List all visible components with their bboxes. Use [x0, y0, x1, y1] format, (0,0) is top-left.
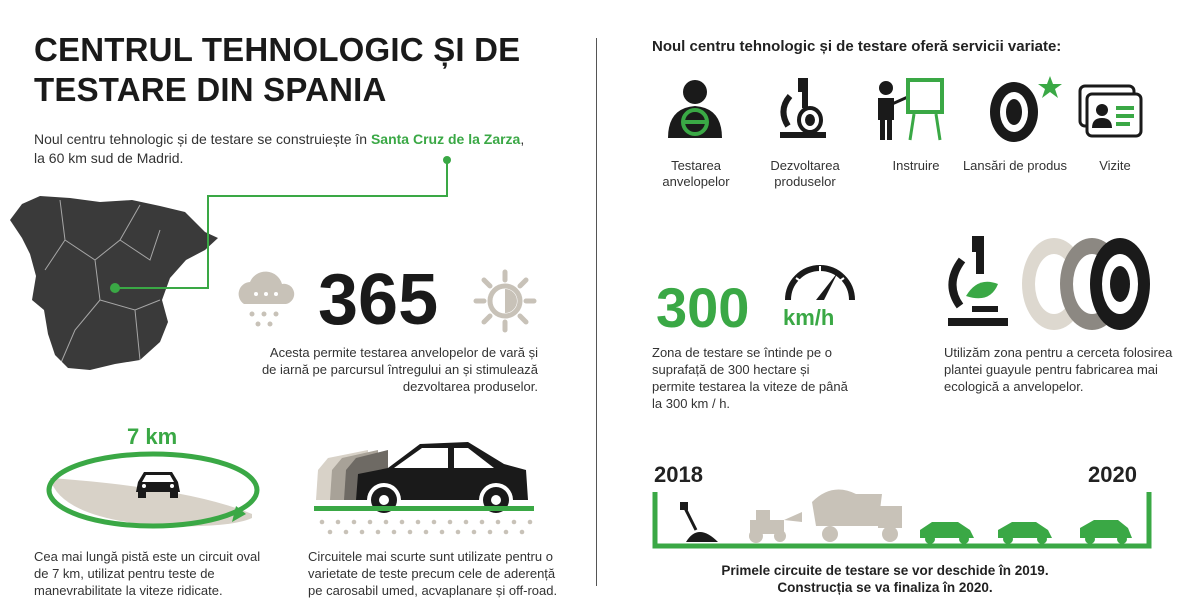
tires-stack-icon: [1022, 238, 1150, 330]
green-car-icon-3: [1080, 520, 1132, 544]
location-dot: [110, 283, 120, 293]
page-title: CENTRUL TEHNOLOGIC ȘI DE TESTARE DIN SPANIA: [34, 31, 521, 108]
speedometer-icon: [782, 258, 858, 304]
timeline-end-year: 2020: [1088, 462, 1137, 487]
location-highlight: Santa Cruz de la Zarza: [370, 131, 521, 147]
sun-icon: [472, 268, 538, 334]
road-line: [314, 506, 534, 511]
green-car-icon-1: [920, 522, 974, 544]
service-label-visits: Vizite: [1099, 158, 1131, 173]
service-label-tire-testing: Testarea anvelopelor: [662, 158, 730, 189]
service-label-product-development: Dezvoltarea produselor: [770, 158, 840, 189]
days-description: Acesta permite testarea anvelopelor de vară și de iarnă pe parcursul întregului an și stimulează dezvoltarea produselor.: [261, 345, 538, 394]
wet-road-car-illustration: [308, 430, 538, 540]
timeline-note-line2: Construcția se va finaliza în 2020.: [777, 580, 993, 595]
days-count: 365: [318, 260, 439, 340]
driver-steering-wheel-icon: [664, 76, 726, 138]
construction-timeline: [652, 476, 1152, 552]
tractor-icon: [749, 510, 802, 543]
presenter-board-icon: [876, 76, 948, 142]
timeline-note: [650, 562, 1120, 596]
visitor-badge-icon: [1078, 84, 1144, 140]
guayule-research-illustration: [942, 234, 1162, 334]
dump-truck-icon: [812, 490, 902, 543]
microscope-leaf-icon: [948, 236, 1008, 326]
shovel-soil-icon: [680, 502, 718, 542]
service-label-training: Instruire: [892, 158, 940, 173]
intro-text-before: Noul centru tehnologic și de testare se construiește în: [34, 131, 371, 147]
speed-description: Zona de testare se întinde pe o suprafață de 300 hectare și permite testarea la viteze de până la 300 km / h.: [652, 345, 848, 411]
speed-unit: km/h: [783, 305, 835, 330]
service-label-product-launches: Lansări de produs: [962, 158, 1068, 173]
microscope-tire-icon: [776, 76, 832, 140]
oval-description: Cea mai lungă pistă este un circuit oval de 7 km, utilizat pentru teste de manevrabilitate la viteze ridicate.: [34, 549, 261, 598]
pointer-end-dot: [443, 156, 451, 164]
intro-text-after: ,: [520, 131, 525, 147]
spain-silhouette: [10, 196, 218, 370]
speed-value: 300: [656, 276, 750, 339]
tire-star-icon: [984, 74, 1064, 144]
green-car-icon-2: [998, 522, 1052, 544]
column-divider: [596, 38, 597, 586]
intro-line2: la 60 km sud de Madrid.: [34, 150, 184, 166]
timeline-start-year: 2018: [654, 462, 703, 487]
oval-track-illustration: [40, 448, 270, 548]
services-title: Noul centru tehnologic și de testare oferă servicii variate:: [652, 38, 1062, 55]
oval-length: 7 km: [127, 424, 178, 449]
rain-cloud-icon: [234, 266, 300, 334]
timeline-note-line1: Primele circuite de testare se vor deschide în 2019.: [721, 563, 1049, 578]
research-description: Utilizăm zona pentru a cerceta folosirea plantei guayule pentru fabricarea mai ecologică a anvelopelor.: [944, 345, 1173, 394]
short-circuits-description: Circuitele mai scurte sunt utilizate pentru o varietate de teste precum cele de aderență pe carosabil umed, acvaplanare și off-road.: [308, 549, 558, 598]
